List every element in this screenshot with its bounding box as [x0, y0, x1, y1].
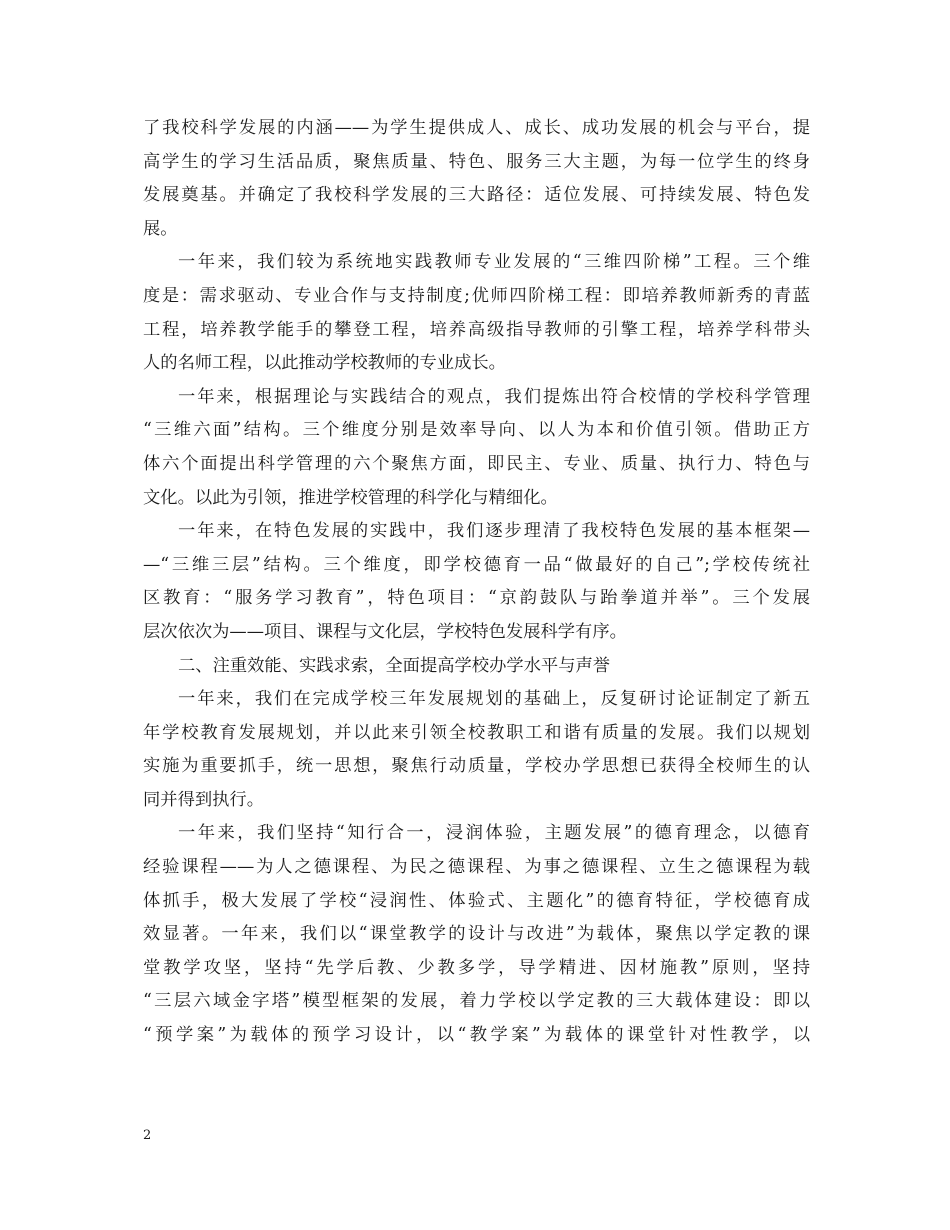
paragraph	[143, 515, 810, 649]
text-line: 一年来，在特色发展的实践中，我们逐步理清了我校特色发展的基本框架—	[178, 521, 810, 542]
text-line: 经验课程——为人之德课程、为民之德课程、为事之德课程、立生之德课程为载	[143, 857, 810, 878]
text-line: 年学校教育发展规划，并以此来引领全校教职工和谐有质量的发展。我们以规划	[143, 722, 810, 743]
text-line: 堂教学攻坚，坚持“先学后教、少教多学，导学精进、因材施教”原则，坚持	[143, 957, 810, 978]
text-line: 二、注重效能、实践求索，全面提高学校办学水平与声誉	[178, 655, 611, 676]
text-line: 发展奠基。并确定了我校科学发展的三大路径：适位发展、可持续发展、特色发	[143, 185, 810, 206]
document-body	[143, 112, 810, 1053]
text-line: 体六个面提出科学管理的六个聚焦方面，即民主、专业、质量、执行力、特色与	[143, 453, 810, 474]
text-line: 度是：需求驱动、专业合作与支持制度;优师四阶梯工程：即培养教师新秀的青蓝	[143, 285, 810, 306]
text-line: 文化。以此为引领，推进学校管理的科学化与精细化。	[143, 487, 558, 508]
paragraph	[143, 650, 810, 684]
page-number: 2	[143, 1128, 152, 1143]
paragraph	[143, 381, 810, 515]
text-line: 展。	[143, 218, 178, 239]
text-line: 了我校科学发展的内涵——为学生提供成人、成长、成功发展的机会与平台，提	[143, 118, 810, 138]
text-line: —“三维三层”结构。三个维度，即学校德育一品“做最好的自己”;学校传统社	[143, 554, 810, 575]
text-line: “预学案”为载体的预学习设计，以“教学案”为载体的课堂针对性教学，以	[143, 1025, 810, 1046]
text-line: 同并得到执行。	[143, 789, 264, 810]
text-line: 体抓手，极大发展了学校“浸润性、体验式、主题化”的德育特征，学校德育成	[143, 890, 810, 911]
text-line: 效显著。一年来，我们以“课堂教学的设计与改进”为载体，聚焦以学定教的课	[143, 924, 810, 945]
text-line: 人的名师工程，以此推动学校教师的专业成长。	[143, 353, 506, 374]
text-line: 一年来，我们坚持“知行合一，浸润体验，主题发展”的德育理念，以德育	[178, 823, 810, 844]
paragraph	[143, 683, 810, 817]
text-line: “三层六域金字塔”模型框架的发展，着力学校以学定教的三大载体建设：即以	[143, 991, 810, 1012]
text-line: “三维六面”结构。三个维度分别是效率导向、以人为本和价值引领。借助正方	[143, 420, 810, 441]
text-line: 实施为重要抓手，统一思想，聚焦行动质量，学校办学思想已获得全校师生的认	[143, 756, 810, 777]
paragraph	[143, 112, 810, 246]
paragraph	[143, 817, 810, 1052]
text-line: 工程，培养教学能手的攀登工程，培养高级指导教师的引擎工程，培养学科带头	[143, 319, 810, 340]
paragraph	[143, 246, 810, 380]
text-line: 高学生的学习生活品质，聚焦质量、特色、服务三大主题，为每一位学生的终身	[143, 151, 810, 172]
text-line: 层次依次为——项目、课程与文化层，学校特色发展科学有序。	[143, 621, 627, 642]
text-line: 区教育：“服务学习教育”，特色项目：“京韵鼓队与跆拳道并举”。三个发展	[143, 588, 810, 609]
text-line: 一年来，我们较为系统地实践教师专业发展的“三维四阶梯”工程。三个维	[178, 252, 810, 273]
text-line: 一年来，根据理论与实践结合的观点，我们提炼出符合校情的学校科学管理	[178, 386, 810, 407]
text-line: 一年来，我们在完成学校三年发展规划的基础上，反复研讨论证制定了新五	[178, 689, 810, 710]
